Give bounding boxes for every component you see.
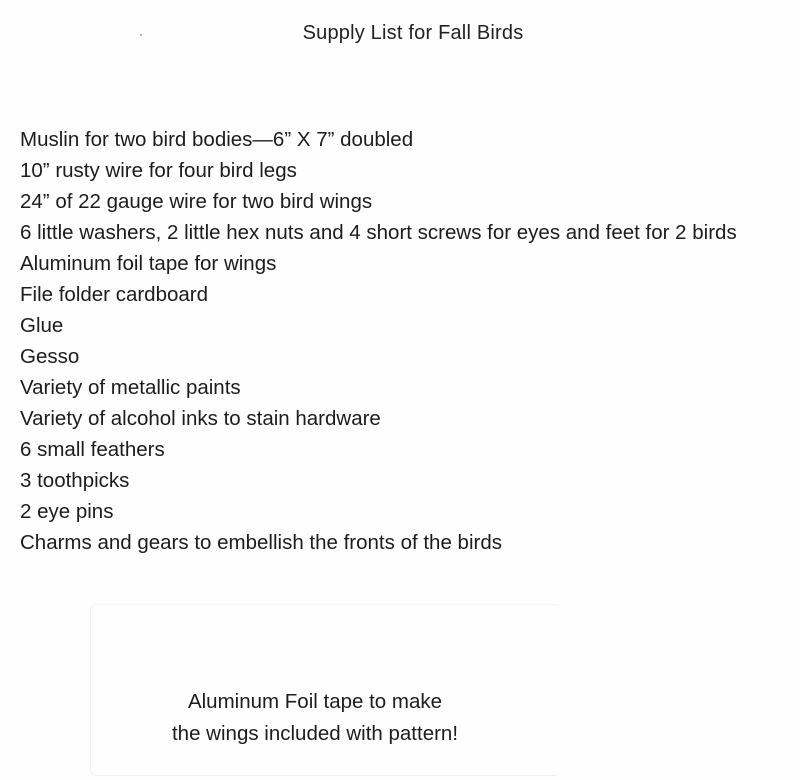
document-title: Supply List for Fall Birds <box>302 22 524 44</box>
list-item: Charms and gears to embellish the fronts of the birds <box>20 531 502 554</box>
list-item: 2 eye pins <box>20 500 114 523</box>
note-line-1: Aluminum Foil tape to make <box>187 690 443 713</box>
list-item: 3 toothpicks <box>20 469 130 492</box>
list-item: Aluminum foil tape for wings <box>20 252 277 275</box>
list-item: Variety of alcohol inks to stain hardware <box>20 407 381 430</box>
list-item: 24” of 22 gauge wire for two bird wings <box>20 190 373 213</box>
list-item: Muslin for two bird bodies—6” X 7” doubled <box>20 128 414 151</box>
list-item: 6 small feathers <box>20 438 165 461</box>
list-item: Variety of metallic paints <box>20 376 241 399</box>
list-item: 6 little washers, 2 little hex nuts and 4 short screws for eyes and feet for 2 birds <box>20 221 737 244</box>
note-line-2: the wings included with pattern! <box>171 722 459 745</box>
note-text <box>120 686 510 750</box>
list-item: Glue <box>20 314 64 337</box>
list-item: Gesso <box>20 345 80 368</box>
list-item: 10” rusty wire for four bird legs <box>20 159 297 182</box>
list-item: File folder cardboard <box>20 283 209 306</box>
supply-list <box>20 124 795 558</box>
